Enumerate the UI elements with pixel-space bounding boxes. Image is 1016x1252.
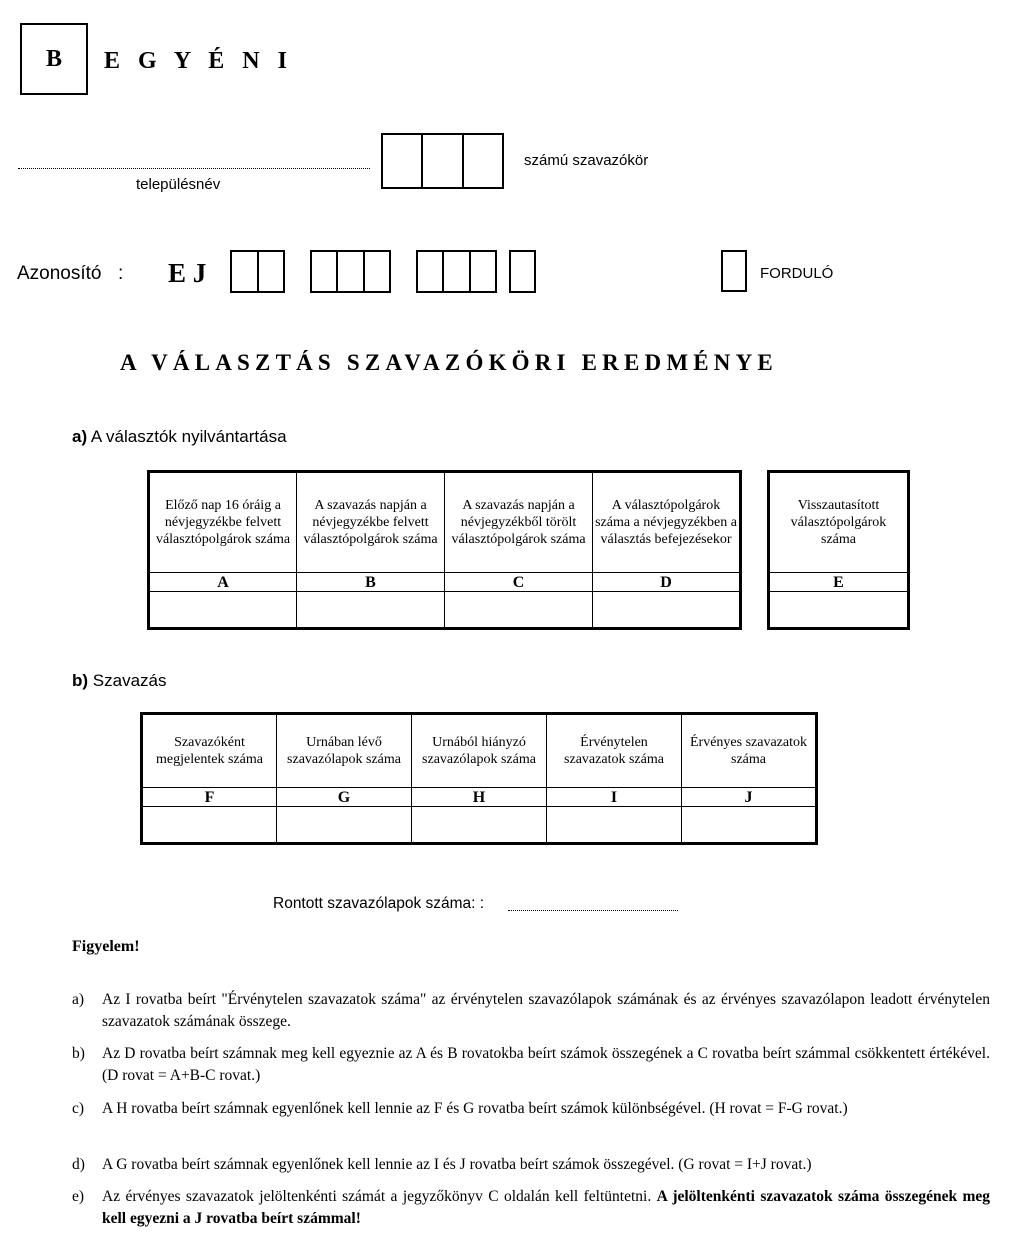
round-label: FORDULÓ [760,265,834,282]
identifier-boxes-group-3[interactable] [416,250,497,293]
column-c-letter: C [445,573,593,592]
note-marker: b) [72,1045,85,1062]
section-a-marker: a) [72,427,88,446]
results-title: A VÁLASZTÁS SZAVAZÓKÖRI EREDMÉNYE [120,350,778,375]
identifier-digit-box[interactable] [259,252,284,291]
column-d-letter: D [593,573,741,592]
district-number-boxes[interactable] [381,133,504,189]
identifier-label: Azonosító [17,263,102,284]
column-a-input[interactable] [149,592,297,629]
rejected-voters-table [767,470,910,630]
column-d-input[interactable] [593,592,741,629]
note-text: Az érvényes szavazatok jelöltenkénti számát a jegyzőkönyv C oldalán kell feltüntetni. [102,1188,652,1205]
district-digit-box[interactable] [383,135,423,187]
column-j-letter: J [682,788,817,807]
spoiled-ballots-label: Rontott szavazólapok száma: [273,895,476,912]
column-g-input[interactable] [277,807,412,844]
column-a-header: Előző nap 16 óráig a névjegyzékbe felvett választópolgárok száma [149,472,297,573]
district-suffix-label: számú szavazókör [524,152,649,169]
column-c-header: A szavazás napján a névjegyzékből törölt választópolgárok száma [445,472,593,573]
column-h-header: Urnából hiányzó szavazólapok száma [412,714,547,788]
district-digit-box[interactable] [464,135,502,187]
spoiled-ballots-field[interactable] [508,898,678,911]
note-text-container [102,1186,990,1230]
section-a-heading [72,427,287,447]
identifier-digit-box[interactable] [365,252,389,291]
identifier-boxes-group-1[interactable] [230,250,285,293]
column-j-header: Érvényes szavazatok száma [682,714,817,788]
identifier-digit-box[interactable] [511,252,534,291]
section-b-marker: b) [72,671,89,690]
voting-table [140,712,818,845]
identifier-boxes-group-2[interactable] [310,250,391,293]
attention-heading: Figyelem! [72,938,140,955]
column-b-header: A szavazás napján a névjegyzékbe felvett választópolgárok száma [297,472,445,573]
column-i-letter: I [547,788,682,807]
form-letter-box [20,23,88,95]
section-b-heading [72,671,166,691]
column-b-input[interactable] [297,592,445,629]
note-marker: a) [72,991,85,1008]
column-b-letter: B [297,573,445,592]
column-j-input[interactable] [682,807,817,844]
form-title: E G Y É N I [104,48,293,74]
column-e-header: Visszautasított választópolgárok száma [769,472,909,573]
column-f-header: Szavazóként megjelentek száma [142,714,277,788]
identifier-digit-box[interactable] [444,252,470,291]
note-text: Az I rovatba beírt "Érvénytelen szavazatok száma" az érvénytelen szavazólapok számának és az érvényes szavazólapon leadott érvénytelen szavazatok számának összege. [102,991,990,1030]
settlement-name-field[interactable] [18,152,370,169]
note-text: A H rovatba beírt számnak egyenlőnek kell lennie az F és G rovatba beírt számok különbségével. (H rovat = F-G rovat.) [102,1100,848,1117]
note-marker: c) [72,1100,85,1117]
column-h-letter: H [412,788,547,807]
column-i-header: Érvénytelen szavazatok száma [547,714,682,788]
column-h-input[interactable] [412,807,547,844]
identifier-digit-box[interactable] [471,252,495,291]
identifier-colon: : [118,263,124,284]
note-item [72,1043,990,1087]
identifier-prefix: E J [168,258,207,288]
section-a-title: A választók nyilvántartása [90,427,287,446]
identifier-digit-box[interactable] [312,252,338,291]
column-e-letter: E [769,573,909,592]
identifier-digit-box[interactable] [338,252,364,291]
note-item [72,1098,990,1120]
settlement-name-label: településnév [136,176,221,193]
note-item [72,1186,990,1230]
column-c-input[interactable] [445,592,593,629]
column-a-letter: A [149,573,297,592]
column-i-input[interactable] [547,807,682,844]
identifier-digit-box[interactable] [232,252,259,291]
registry-table [147,470,742,630]
form-letter: B [45,45,62,72]
spoiled-ballots-row [273,895,484,913]
note-text-bold: A jelöltenkénti szavazatok száma összegének meg kell egyezni a J rovatba beírt számmal! [102,1188,991,1227]
district-digit-box[interactable] [423,135,463,187]
column-d-header: A választópolgárok száma a névjegyzékben a választás befejezésekor [593,472,741,573]
identifier-digit-box[interactable] [418,252,444,291]
note-text: A G rovatba beírt számnak egyenlőnek kell lennie az I és J rovatba beírt számok összegével. (G rovat = I+J rovat.) [102,1156,812,1173]
section-b-title: Szavazás [92,671,167,690]
note-marker: d) [72,1156,85,1173]
note-text: Az D rovatba beírt számnak meg kell egyeznie az A és B rovatokba beírt számok összegének a C rovatba beírt számmal csökkentett értékével. (D rovat = A+B-C rovat.) [102,1045,990,1084]
note-marker: e) [72,1188,85,1205]
spoiled-ballots-value: : [479,895,485,912]
column-f-input[interactable] [142,807,277,844]
identifier-boxes-group-4[interactable] [509,250,536,293]
note-item [72,1154,990,1176]
column-g-letter: G [277,788,412,807]
note-item [72,989,990,1033]
round-number-box[interactable] [721,250,747,292]
column-e-input[interactable] [769,592,909,629]
column-g-header: Urnában lévő szavazólapok száma [277,714,412,788]
column-f-letter: F [142,788,277,807]
